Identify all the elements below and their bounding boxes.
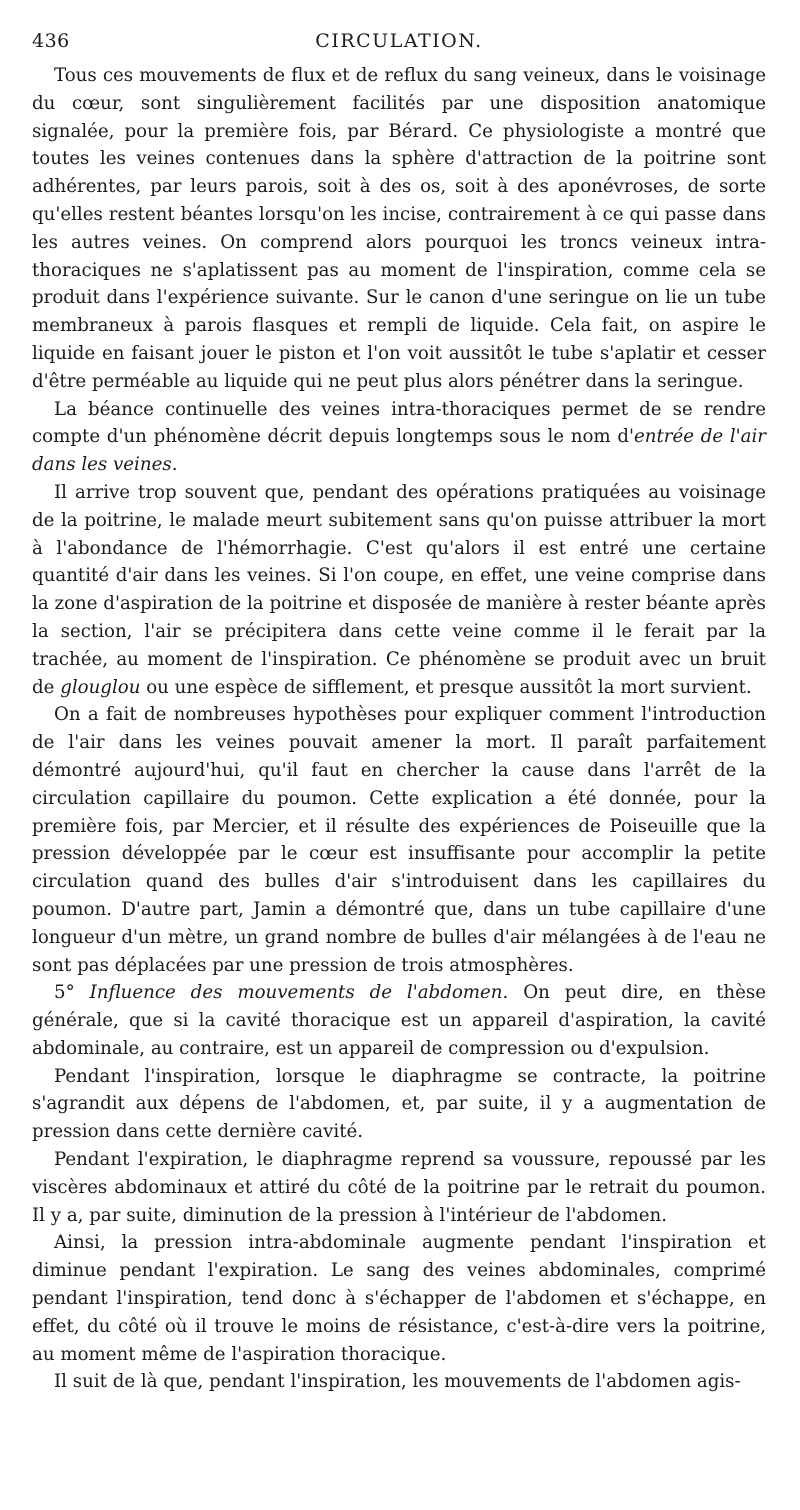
paragraph-text: ou une espèce de sifflement, et presque aussitôt la mort survient. (140, 676, 752, 698)
paragraph-abdomen-section (32, 979, 766, 1062)
paragraph-text: Tous ces mouvements de flux et de reflux du sang veineux, dans le voisinage du cœur, sont singulièrement facilités par une disposition anatomique signalée, pour la première fois, par Bérard. Ce physiologiste a montré que toutes les veines contenues dans la sphère d'attraction de la poitrine sont adhérentes, par leurs parois, soit à des os, soit à des aponévroses, de sorte qu'elles restent béantes lorsqu'on les incise, contrairement à ce qui passe dans les autres veines. On comprend alors pourquoi les troncs veineux intra-thoraciques ne s'aplatissent pas au moment de l'inspiration, comme cela se produit dans l'expérience suivante. Sur le canon d'une seringue on lie un tube membraneux à parois flasques et rempli de liquide. Cela fait, on aspire le liquide en faisant jouer le piston et l'on voit aussitôt le tube s'aplatir et cesser d'être perméable au liquide qui ne peut plus alors pénétrer dans la seringue. (32, 65, 766, 392)
paragraph-expiration (32, 1146, 766, 1229)
paragraph-text: Pendant l'inspiration, lorsque le diaphragme se contracte, la poitrine s'agrandit aux dépens de l'abdomen, et, par suite, il y a augmentation de pression dans cette dernière cavité. (32, 1065, 766, 1143)
paragraph-text: Ainsi, la pression intra-abdominale augmente pendant l'inspiration et diminue pendant l'expiration. Le sang des veines abdominales, comprimé pendant l'inspiration, tend donc à s'échapper de l'abdomen et s'échappe, en effet, du côté où il trouve le moins de résistance, c'est-à-dire vers la poitrine, au moment même de l'aspiration thoracique. (32, 1232, 766, 1365)
page-number: 436 (32, 30, 70, 52)
paragraph-text: Pendant l'expiration, le diaphragme reprend sa voussure, repoussé par les viscères abdominaux et attiré du côté de la poitrine par le retrait du poumon. Il y a, par suite, diminution de la pression à l'intérieur de l'abdomen. (32, 1149, 766, 1226)
paragraph-text: Il arrive trop souvent que, pendant des opérations pratiquées au voisinage de la poitrine, le malade meurt subitement sans qu'on puisse attribuer la mort à l'abondance de l'hémorrhagie. C'est qu'alors il est entré une certaine quantité d'air dans les veines. Si l'on coupe, en effet, une veine comprise dans la zone d'aspiration de la poitrine et disposée de manière à rester béante après la section, l'air se précipitera dans cette veine comme il le ferait par la trachée, au moment de l'inspiration. Ce phénomène se produit avec un bruit de (32, 481, 766, 698)
section-heading: Influence des mouvements de l'abdomen. (89, 982, 509, 1004)
paragraph-text: La béance continuelle des veines intra-thoraciques permet de se rendre compte d'un phénomène décrit depuis longtemps sous le nom d' (32, 398, 766, 448)
paragraph-operations (32, 479, 766, 701)
paragraph-conclusion (32, 1368, 766, 1396)
paragraph-text: On peut dire, en thèse générale, que si la cavité thoracique est un appareil d'aspiration, la cavité abdominale, au contraire, est un appareil de compression ou d'expulsion. (32, 982, 766, 1059)
paragraph-hypotheses (32, 701, 766, 979)
italic-term: entrée de l'air dans les veines (32, 426, 766, 476)
italic-term: glouglou (60, 676, 141, 698)
paragraph-air-entry (32, 396, 766, 479)
body-text (32, 62, 766, 1396)
running-title: CIRCULATION. (315, 30, 483, 52)
paragraph-inspiration (32, 1063, 766, 1146)
paragraph-text: . (171, 454, 178, 476)
paragraph-abdominal-pressure (32, 1229, 766, 1368)
book-page (32, 26, 766, 1396)
paragraph-venous-reflux (32, 62, 766, 396)
paragraph-text: Il suit de là que, pendant l'inspiration, les mouvements de l'abdomen agis- (54, 1371, 741, 1393)
section-number: 5° (54, 982, 90, 1004)
paragraph-text: On a fait de nombreuses hypothèses pour expliquer comment l'introduction de l'air dans les veines pouvait amener la mort. Il paraît parfaitement démontré aujourd'hui, qu'il faut en chercher la cause dans l'arrêt de la circulation capillaire du poumon. Cette explication a été donnée, pour la première fois, par Mercier, et il résulte des expériences de Poiseuille que la pression développée par le cœur est insuffisante pour accomplir la petite circulation quand des bulles d'air s'introduisent dans les capillaires du poumon. D'autre part, Jamin a démontré que, dans un tube capillaire d'une longueur d'un mètre, un grand nombre de bulles d'air mélangées à de l'eau ne sont pas déplacées par une pression de trois atmosphères. (32, 704, 766, 976)
running-header (32, 26, 766, 58)
